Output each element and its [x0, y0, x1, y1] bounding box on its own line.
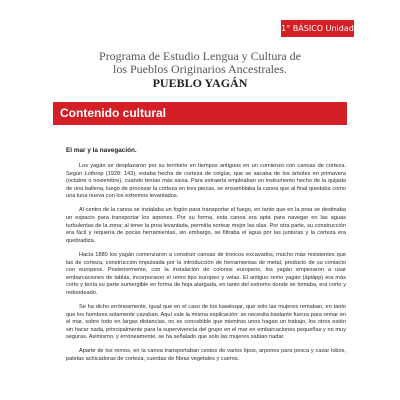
- paragraph: Los yagán se desplazaron por su territorio en tiempos antiguos en un comienzo con canoas de corteza. Según Lothrop (1928: 143), estaba hecha de corteza de coigüe, que se sacaba de los árboles en primavera (octubre o noviembre), cuando tenían más savia. Para extraerla empleaban un instrumento hecho de la quijada de una ballena, luego de procesar la corteza en tres piezas, se ensamblaba la canoa que al final quedaba como una luna nueva con los extremos levantados.: [66, 163, 346, 200]
- program-title-line-1: Programa de Estudio Lengua y Cultura de: [99, 49, 301, 63]
- paragraph: Hacia 1880 los yagán comenzaron a construir canoas de troncos excavados, mucho más resistentes que las de corteza, construcción impulsada por la introducción de herramientas de metal, producto de su contacto con europeos. Posteriormente, con la instalación de colonos europeos, los yagán empezaron a usar embarcaciones de tablas, incorporaron el remo tipo europeo y velas. El antiguo remo yagán (āpiāpp) era más corto y tenía su parte sumergible en forma de hoja alargada, en tanto del extremo donde se tomaba, era corto y redondeado.: [66, 251, 346, 296]
- paragraph: Aparte de los remos, en la canoa transportaban cestos de varios tipos, arpones para pesca y cazar lobos, paletas achicadoras de corteza, cuerdas de fibras vegetales y cueros.: [66, 348, 346, 363]
- document-body: [66, 147, 346, 370]
- program-header: [0, 50, 400, 90]
- section-subtitle: El mar y la navegación.: [66, 147, 137, 154]
- section-title-bar: Contenido cultural: [53, 102, 347, 125]
- program-title-line-2: los Pueblos Originarios Ancestrales.: [113, 62, 287, 76]
- paragraph: Al centro de la canoa se instalaba un fogón para transportar el fuego, en tanto que en la proa se destinaba un espacio para transportar los arpones. Por su forma, esta canoa era apta para navegar en las aguas turbulentas de la zona; al tener la proa levantada, permitía sortear mejor las olas. Por otra parte, su construcción era fácil y requería de pocas herramientas, sin embargo, se filtraba el agua por las junturas y la corteza era quebradiza.: [66, 207, 346, 244]
- grade-unit-badge: 1° BÁSICO Unidad 2: [281, 20, 354, 37]
- paragraph: Se ha dicho erróneamente, igual que en el caso de los kawésqar, que solo las mujeres remaban, en tanto que los hombres solamente cazaban. Aquí vale la misma explicación: se necesita bastante fuerza para remar en el mar, sobre todo en largas distancias, no es concebible que mientras unos hagan un trabajo, los otros estén sin hacer nada, principalmente para la supervivencia del grupo en el mar en embarcaciones pequeñas y no muy seguras. Asimismo, y erróneamente, se ha señalado que solo las mujeres sabían nadar.: [66, 304, 346, 341]
- program-people-name: PUEBLO YAGÁN: [152, 76, 248, 90]
